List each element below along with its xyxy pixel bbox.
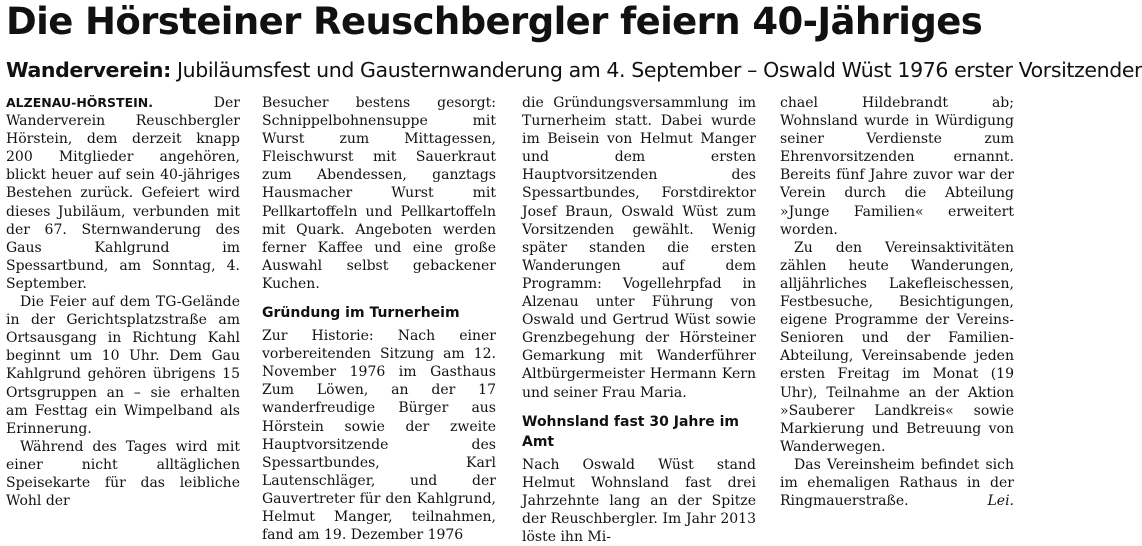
paragraph: chael Hildebrandt ab; Wohnsland wurde in Würdigung seiner Verdienste zum Ehrenvorsitzenden ernannt. Bereits fünf Jahre zuvor war der Verein durch die Abteilung »Junge Familien« erweitert worden. — [780, 95, 1014, 238]
paragraph: Während des Tages wird mit einer nicht alltäglichen Speisekarte für das leibliche Wohl der — [6, 438, 240, 510]
paragraph: die Gründungsversammlung im Turnerheim statt. Dabei wurde im Beisein von Helmut Manger und dem ersten Hauptvorsitzenden des Spessartbundes, Forstdirektor Josef Braun, Oswald Wüst zum Vorsitzenden gewählt. Wenig später standen die ersten Wanderungen auf dem Programm: Vogellehrpfad in Alzenau unter Führung von Oswald und Gertrud Wüst sowie Grenzbegehung der Hörsteiner Gemarkung mit Wanderführer Altbürgermeister Hermann Kern und seiner Frau Maria. — [522, 95, 756, 401]
article-column-1 — [6, 94, 240, 510]
paragraph: Zur Historie: Nach einer vorbereitenden Sitzung am 12. November 1976 im Gasthaus Zum Löwen, an der 17 wanderfreudige Bürger aus Hörstein sowie der zweite Hauptvorsitzende des Spessartbundes, Karl Lautenschläger, und der Gauvertreter für den Kahlgrund, Helmut Manger, teilnahmen, fand am 19. Dezember 1976 — [262, 328, 496, 544]
headline: Die Hörsteiner Reuschbergler feiern 40-Jähriges — [6, 0, 983, 43]
paragraph: Die Feier auf dem TG-Gelände in der Gerichtsplatzstraße am Ortsausgang in Richtung Kahl beginnt um 10 Uhr. Dem Gau Kahlgrund gehören übrigens 15 Ortsgruppen an – sie erhalten am Festtag ein Wimpelband als Erinnerung. — [6, 294, 240, 437]
subheadline-kicker: Wanderverein: — [6, 58, 171, 82]
paragraph: Nach Oswald Wüst stand Helmut Wohnsland fast drei Jahrzehnte lang an der Spitze der Reuschbergler. Im Jahr 2013 löste ihn Mi- — [522, 456, 756, 545]
subheadline-text: Jubiläumsfest und Gausternwanderung am 4. September – Oswald Wüst 1976 erster Vorsitzender — [170, 58, 1142, 82]
subheadline — [6, 56, 1142, 84]
article-column-2 — [262, 94, 496, 544]
paragraph-closing-text: Das Vereinsheim befindet sich im ehemaligen Rathaus in der Ringmauerstraße. — [780, 456, 1014, 510]
article-column-3 — [522, 94, 756, 546]
subheading: Wohnsland fast 30 Jahre im Amt — [522, 413, 740, 450]
author-signature: Lei. — [987, 493, 1014, 510]
subheading: Gründung im Turnerheim — [262, 305, 460, 322]
paragraph: Besucher bestens gesorgt: Schnippelbohnensuppe mit Wurst zum Mittagessen, Fleischwurst mit Sauerkraut zum Abendessen, ganztags Hausmacher Wurst mit Pellkartoffeln und Pellkartoffeln mit Quark. Angeboten werden ferner Kaffee und eine große Auswahl selbst gebackener Kuchen. — [262, 95, 496, 292]
paragraph-intro-text: Der Wanderverein Reuschbergler Hörstein, dem derzeit knapp 200 Mitglieder angehören, blickt heuer auf sein 40-jähriges Bestehen zurück. Gefeiert wird dieses Jubiläum, verbunden mit der 67. Sternwanderung des Gaus Kahlgrund im Spessartbund, am Sonntag, 4. September. — [6, 95, 240, 292]
article-column-4 — [780, 94, 1014, 510]
dateline: ALZENAU-HÖRSTEIN. — [6, 95, 153, 110]
paragraph-closing — [780, 456, 1014, 510]
paragraph-intro — [6, 94, 240, 293]
paragraph: Zu den Vereinsaktivitäten zählen heute Wanderungen, alljährliches Lakefleischessen, Festbesuche, Besichtigungen, eigene Programme der Vereins-Senioren und der Familien-Abteilung, Vereinsabende jeden ersten Freitag im Monat (19 Uhr), Teilnahme an der Aktion »Sauberer Landkreis« sowie Markierung und Betreuung von Wanderwegen. — [780, 239, 1014, 455]
